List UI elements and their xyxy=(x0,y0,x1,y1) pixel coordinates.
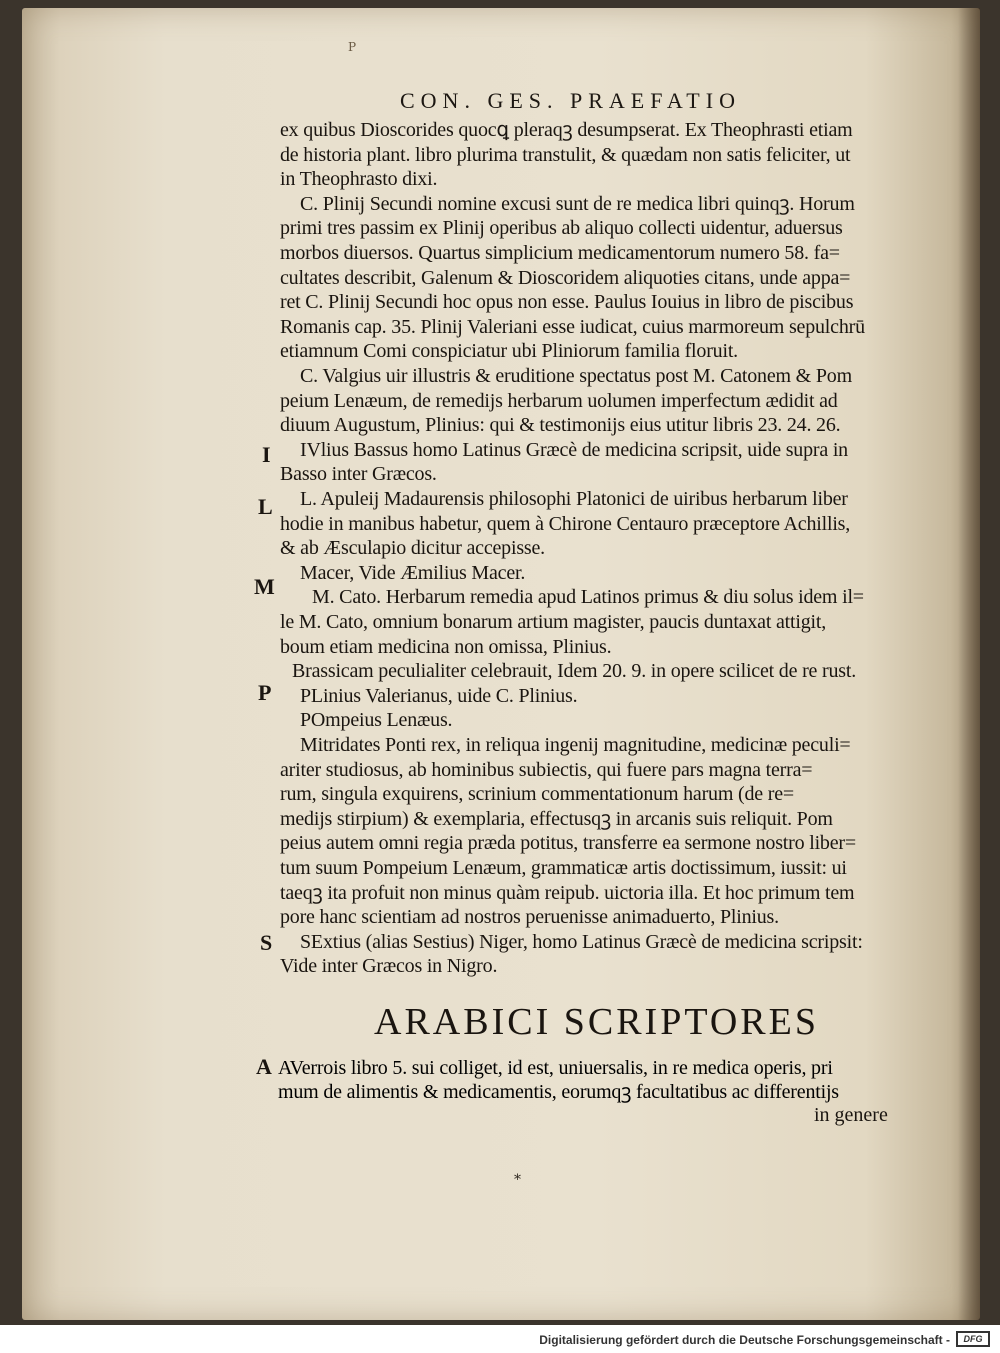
text-line: diuum Augustum, Plinius: qui & testimonijs eius utitur libris 23. 24. 26. xyxy=(280,414,841,436)
catchword: in genere xyxy=(814,1104,888,1126)
footer-credit: Digitalisierung gefördert durch die Deutsche Forschungsgemeinschaft - xyxy=(539,1333,950,1347)
text-line: boum etiam medicina non omissa, Plinius. xyxy=(280,636,612,658)
text-line: tum suum Pompeium Lenæum, grammaticæ artis doctissimum, iussit: ui xyxy=(280,857,847,879)
text-line: morbos diuersos. Quartus simplicium medicamentorum numero 58. fa= xyxy=(280,242,840,264)
page-mark: * xyxy=(514,1172,521,1188)
text-line: ret C. Plinij Secundi hoc opus non esse. Paulus Iouius in libro de piscibus xyxy=(280,291,854,313)
text-line: peius autem omni regia præda potitus, transferre ea sermone nostro liber= xyxy=(280,832,856,854)
text-line: ariter studiosus, ab hominibus subiectis, qui fuere pars magna terra= xyxy=(280,759,813,781)
text-line: rum, singula exquirens, scrinium commentationum harum (de re= xyxy=(280,783,794,805)
text-line: & ab Æsculapio dicitur accepisse. xyxy=(280,537,545,559)
text-line: taeqꝫ ita profuit non minus quàm reipub. uictoria illa. Et hoc primum tem xyxy=(280,882,855,904)
margin-letter-p: P xyxy=(258,680,272,705)
signature-mark: P xyxy=(348,40,357,54)
section-title: ARABICI SCRIPTORES xyxy=(374,1001,820,1043)
text-line: de historia plant. libro plurima transtulit, & quædam non satis feliciter, ut xyxy=(280,144,851,166)
text-line: C. Valgius uir illustris & eruditione spectatus post M. Catonem & Pom xyxy=(300,365,852,387)
text-line: Brassicam peculialiter celebrauit, Idem 20. 9. in opere scilicet de re rust. xyxy=(292,660,857,682)
text-line: Vide inter Græcos in Nigro. xyxy=(280,955,498,977)
section-line: mum de alimentis & medicamentis, eorumqꝫ facultatibus ac differentijs xyxy=(278,1081,839,1103)
text-line: etiamnum Comi conspiciatur ubi Pliniorum familia floruit. xyxy=(280,340,738,362)
text-line: Romanis cap. 35. Plinij Valeriani esse iudicat, cuius marmoreum sepulchrū xyxy=(280,316,865,338)
text-line: M. Cato. Herbarum remedia apud Latinos primus & diu solus idem il= xyxy=(312,586,864,608)
text-line: Macer, Vide Æmilius Macer. xyxy=(300,562,526,584)
margin-letter-s: S xyxy=(260,930,273,955)
text-line: in Theophrasto dixi. xyxy=(280,168,438,190)
text-line: Basso inter Græcos. xyxy=(280,463,437,485)
section-line: AVerrois libro 5. sui colliget, id est, uniuersalis, in re medica operis, pri xyxy=(278,1057,833,1079)
text-line: C. Plinij Secundi nomine excusi sunt de re medica libri quinqꝫ. Horum xyxy=(300,193,855,215)
text-line: POmpeius Lenæus. xyxy=(300,709,453,731)
running-head: CON. GES. PRAEFATIO xyxy=(400,88,741,113)
dfg-logo-icon: DFG xyxy=(956,1331,990,1347)
text-line: IVlius Bassus homo Latinus Græcè de medicina scripsit, uide supra in xyxy=(300,439,848,461)
text-line: cultates describit, Galenum & Dioscoridem aliquoties citans, unde appa= xyxy=(280,267,851,289)
text-line: pore hanc scientiam ad nostros peruenisse animaduerto, Plinius. xyxy=(280,906,779,928)
text-line: ex quibus Dioscorides quocꝗ pleraqꝫ desumpserat. Ex Theophrasti etiam xyxy=(280,119,853,141)
text-line: L. Apuleij Madaurensis philosophi Platonici de uiribus herbarum liber xyxy=(300,488,848,510)
text-line: le M. Cato, omnium bonarum artium magister, paucis duntaxat attigit, xyxy=(280,611,827,633)
text-line: Mitridates Ponti rex, in reliqua ingenij magnitudine, medicinæ peculi= xyxy=(300,734,851,756)
margin-letter-l: L xyxy=(258,494,273,519)
margin-letter-i: I xyxy=(262,442,271,467)
text-line: primi tres passim ex Plinij operibus ab aliquo collecti uidentur, aduersus xyxy=(280,217,843,239)
page-edge-shadow xyxy=(958,8,980,1320)
text-line: PLinius Valerianus, uide C. Plinius. xyxy=(300,685,578,707)
text-line: SExtius (alias Sestius) Niger, homo Latinus Græcè de medicina scripsit: xyxy=(300,931,863,953)
margin-letter-m: M xyxy=(254,574,275,599)
text-line: medijs stirpium) & exemplaria, effectusqꝫ in arcanis suis reliquit. Pom xyxy=(280,808,833,830)
text-line: peium Lenæum, de remedijs herbarum uolumen imperfectum ædidit ad xyxy=(280,390,838,412)
text-line: hodie in manibus habetur, quem à Chirone Centauro præceptore Achillis, xyxy=(280,513,851,535)
margin-letter-a: A xyxy=(256,1054,272,1079)
